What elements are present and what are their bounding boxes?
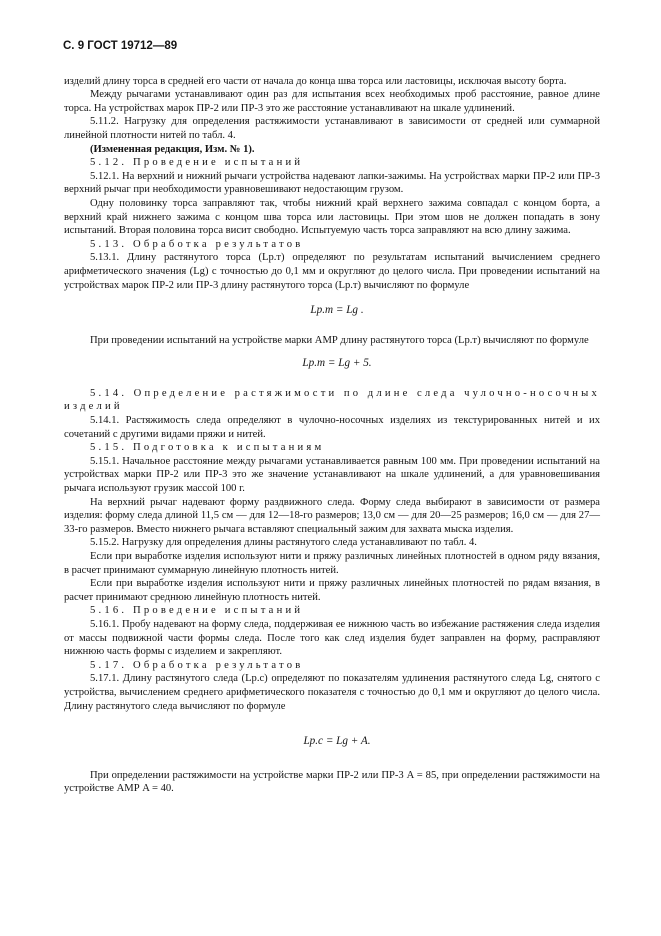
section-heading: 5.17. Обработка результатов [90,659,304,671]
paragraph: изделий длину торса в средней его части от начала до конца шва торса или ластовицы, исключая высоту борта. [64,75,567,87]
section-heading: 5.16. Проведение испытаний [90,605,304,617]
formula: Lр.т = Lg . [310,304,364,317]
section-heading: 5.15. Подготовка к испытаниям [90,442,325,454]
paragraph: Если при выработке изделия используют нити и пряжу различных линейных плотностей по рядам вязания, в расчет принимают среднюю линейную плотность нитей. [64,578,600,603]
formula: Lр.т = Lg + 5. [302,357,372,370]
paragraph: 5.16.1. Пробу надевают на форму следа, поддерживая ее нижнюю часть во избежание растяжения следа изделия от массы подвижной части формы следа. После того как след изделия будет заправлен на форму, расправляют нижнюю часть формы с изделием и закрепляют. [64,618,600,658]
paragraph: 5.13.1. Длину растянутого торса (Lр.т) определяют по результатам испытаний вычислением среднего арифметического значения (Lg) с точностью до 0,1 мм и округляют до целого числа. При проведении испытаний на устройствах марок ПР-2 или ПР-3 длину растянутого торса (Lр.т) вычисляют по формуле [64,252,600,291]
amendment-note: (Измененная редакция, Изм. № 1). [90,143,255,155]
paragraph: 5.14.1. Растяжимость следа определяют в чулочно-носочных изделиях из текстурированных нитей и их сочетаний с другими видами пряжи и нитей. [64,415,600,440]
document-page [64,40,600,796]
paragraph: 5.11.2. Нагрузку для определения растяжимости устанавливают в зависимости от средней или суммарной линейной плотности нитей по табл. 4. [64,116,600,141]
paragraph: 5.15.2. Нагрузку для определения длины растянутого следа устанавливают по табл. 4. [90,537,477,549]
paragraph: Если при выработке изделия используют нити и пряжу различных линейных плотностей в одном ряду вязания, в расчет принимают суммарную линейную плотность нитей. [64,551,600,576]
section-heading: 5.12. Проведение испытаний [90,157,304,169]
paragraph: 5.17.1. Длину растянутого следа (Lр.с) определяют по показателям удлинения растянутого следа Lg, снятого с устройства, вычислением среднего арифметического показателя с точностью до 0,1 мм и округляют до целого числа. Длину растянутого следа вычисляют по формуле [64,673,600,712]
formula: Lр.с = Lg + A. [303,735,371,748]
section-heading: 5.13. Обработка результатов [90,238,304,250]
paragraph: 5.15.1. Начальное расстояние между рычагами устанавливается равным 100 мм. При проведении испытаний на устройствах марки ПР-2 или ПР-3 это же значение устанавливают на шкале удлинений, а для уравновешивания рычага используют грузик массой 100 г. [64,455,600,495]
page-header: С. 9 ГОСТ 19712—89 [63,40,178,52]
paragraph: Между рычагами устанавливают один раз для испытания всех необходимых проб расстояние, равное длине торса. На устройствах марок ПР-2 или ПР-3 это же расстояние устанавливают на шкале удлинений. [64,89,600,114]
paragraph: 5.12.1. На верхний и нижний рычаги устройства надевают лапки-зажимы. На устройствах марки ПР-2 или ПР-3 верхний рычаг при необходимости уравновешивают недостающим грузом. [64,170,600,196]
paragraph: При определении растяжимости на устройстве марки ПР-2 или ПР-3 A = 85, при определении растяжимости на устройстве АМР A = 40. [64,769,600,795]
paragraph: При проведении испытаний на устройстве марки АМР длину растянутого торса (Lр.т) вычисляют по формуле [90,334,589,346]
paragraph: На верхний рычаг надевают форму раздвижного следа. Форму следа выбирают в зависимости от размера изделия: форму следа длиной 11,5 см — для 12—18-го размеров; 13,0 см — для 20—25 размеров; 16,0 см — для 27—33-го размеров. Вместо нижнего рычага вставляют специальный зажим для захвата мыска изделия. [64,496,600,535]
paragraph: Одну половинку торса заправляют так, чтобы нижний край верхнего зажима совпадал с концом борта, а верхний край нижнего зажима с концом шва торса или ластовицы. При этом шов не должен попадать в зону испытаний. Вторая половина торса висит свободно. Испытуемую часть торса заправляют на всю длину зажима. [64,197,600,237]
section-heading: 5.14. Определение растяжимости по длине следа чулочно-носочных изделий [64,387,600,413]
